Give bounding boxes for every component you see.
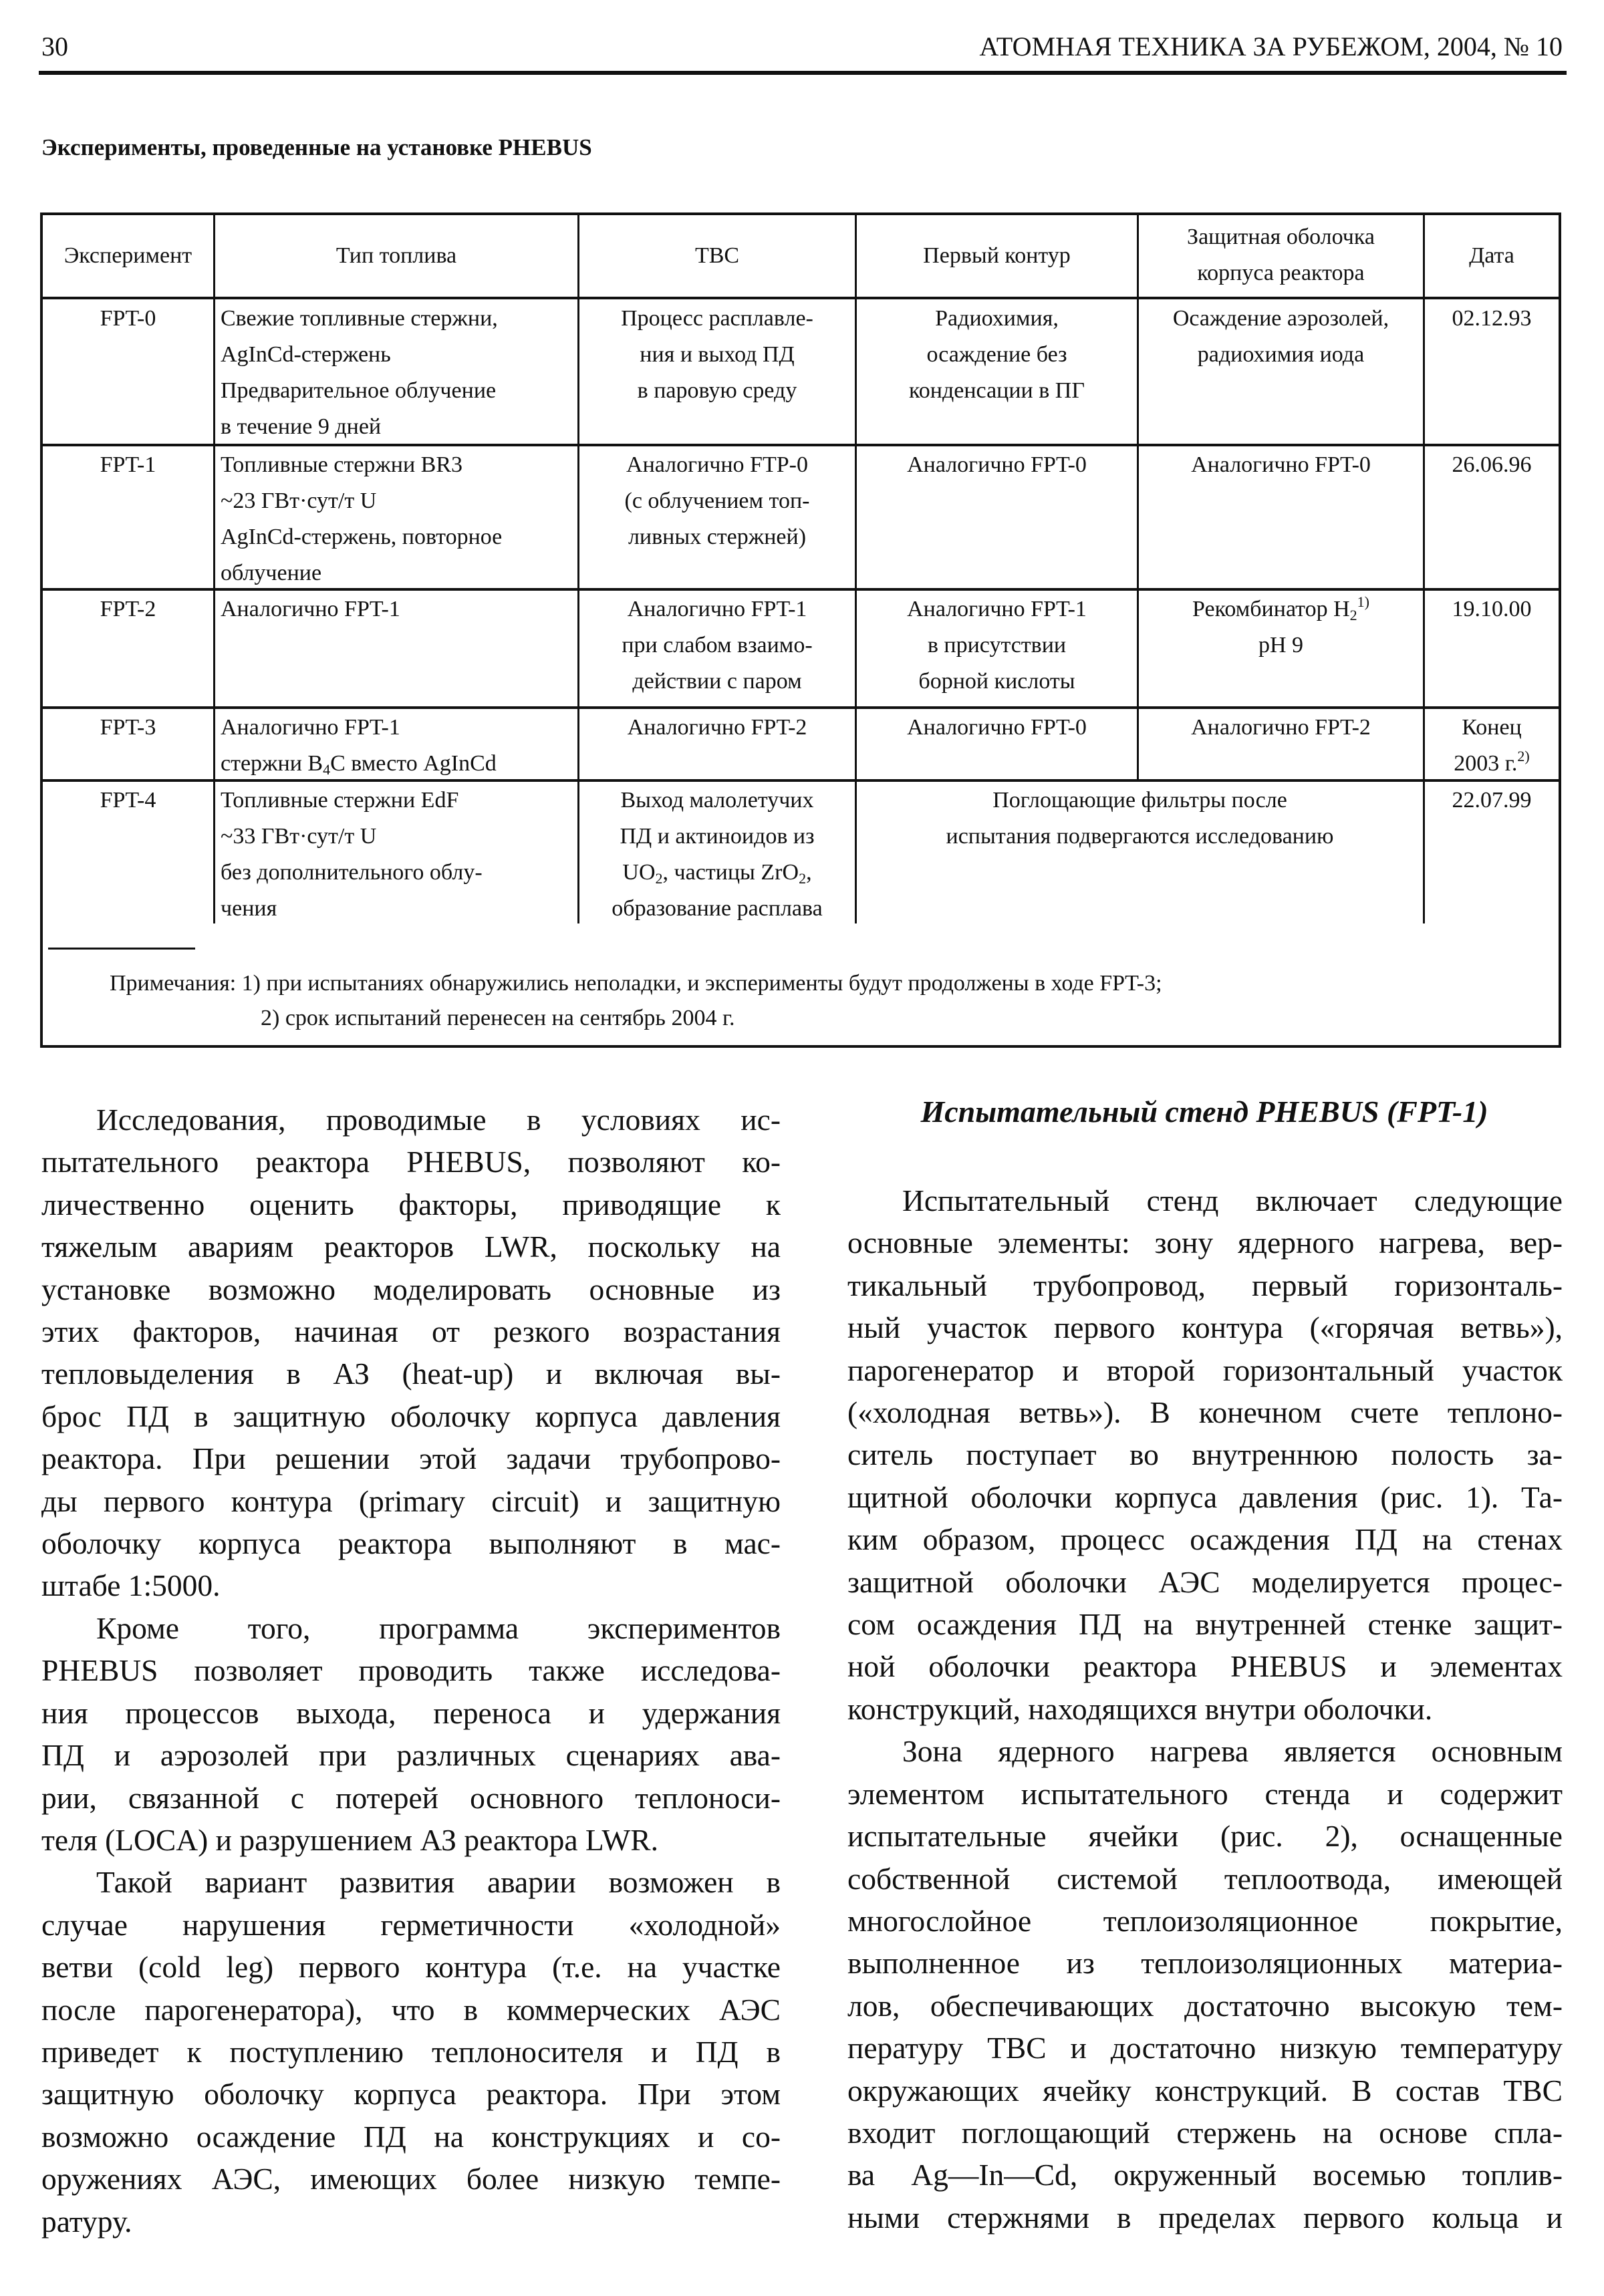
header-fuel-type: Тип топлива [336, 243, 457, 268]
header-assembly: ТВС [694, 243, 740, 268]
assembly-cell: Выход малолетучих ПД и актиноидов из $UO_2$, частицы ZrO$_2$, образование расплава [612, 788, 823, 921]
header-primary-circuit: Первый контур [923, 243, 1071, 268]
fuel-type-cell: Аналогично FPT-1 [221, 597, 400, 621]
date-cell: 22.07.99 [1452, 788, 1532, 813]
journal-title: АТОМНАЯ ТЕХНИКА ЗА РУБЕЖОМ, 2004, № 10 [979, 31, 1563, 61]
containment-cell: Рекомбинатор $H_2^{1)}$ pH 9 [1192, 593, 1369, 658]
row-divider [43, 706, 1559, 709]
primary-containment-merged-cell: Поглощающие фильтры после испытания подвергаются исследованию [946, 788, 1334, 849]
header-date: Дата [1469, 243, 1514, 268]
fuel-type-cell: Свежие топливные стержни, AgInCd-стержень Предварительное облучение в течение 9 дней [221, 306, 498, 439]
page-number: 30 [41, 31, 68, 61]
experiments-table [40, 212, 1561, 1048]
fuel-type-cell: Топливные стержни EdF ~33 ГВт·сут/т U без дополнительного облу- чения [221, 788, 483, 921]
paragraph: Кроме того, программа экспериментов PHEBUS позволяет проводить также исследова- ния процессов выхода, переноса и удержания ПД и аэрозолей при различных сценариях ава- рии, связанной с потерей основного теплоноси- теля (LOCA) и разрушением АЗ реактора LWR. [41, 1610, 781, 1857]
date-cell: 19.10.00 [1452, 597, 1532, 621]
assembly-cell: Процесс расплавле- ния и выход ПД в паровую среду [621, 306, 813, 403]
header-experiment: Эксперимент [63, 243, 192, 268]
date-cell: 02.12.93 [1452, 306, 1532, 331]
table-row [43, 447, 213, 483]
paragraph: Исследования, проводимые в условиях ис- пытательного реактора PHEBUS, позволяют ко- личественно оценить факторы, приводящие к тяжелым авариям реакторов LWR, поскольку на установке возможно моделировать основные из этих факторов, начиная от резкого возрастания тепловыделения в АЗ (heat-up) и включая вы- брос ПД в защитную оболочку корпуса давления реактора. При решении этой задачи трубопрово- ды первого контура (primary circuit) и защитную оболочку корпуса реактора выполняют в мас- штабе 1:5000. [41, 1103, 781, 1603]
date-cell: Конец 2003 г.$^{2)}$ [1454, 715, 1530, 776]
experiment-id: FPT-0 [100, 306, 156, 331]
experiment-id: FPT-2 [100, 597, 156, 621]
paragraph: Испытательный стенд включает следующие основные элементы: зону ядерного нагрева, вер- тикальный трубопровод, первый горизонталь- ный участок первого контура («горячая ветвь»), парогенератор и второй горизонтальный участок («холодная ветвь»). В конечном счете теплоно- ситель поступает во внутреннюю полость за- щитной оболочки корпуса давления (рис. 1). Та- ким образом, процесс осаждения ПД на стенах защитной оболочки АЭС моделируется процес- сом осаждения ПД на внутренней стенке защит- ной оболочки реактора PHEBUS и элементах конструкций, находящихся внутри оболочки. [847, 1183, 1563, 1726]
footnote-ref: 2) [1517, 748, 1530, 764]
primary-circuit-cell: Аналогично FPT-0 [907, 715, 1087, 740]
header-rule [39, 71, 1567, 75]
paragraph: Зона ядерного нагрева является основным элементом испытательного стенда и содержит испытательные ячейки (рис. 2), оснащенные собственной системой теплоотвода, имеющей многослойное теплоизоляционное покрытие, выполненное из теплоизоляционных материа- лов, обеспечивающих достаточно высокую тем- пературу ТВС и достаточно низкую температуру окружающих ячейку конструкций. В состав ТВС входит поглощающий стержень на основе спла- ва Ag—In—Cd, окруженный восемью топлив- ными стержнями в пределах первого кольца и [847, 1734, 1563, 2235]
experiment-id: FPT-4 [100, 788, 156, 813]
paragraph: Такой вариант развития аварии возможен в случае нарушения герметичности «холодной» ветви (cold leg) первого контура (т.е. на участке после парогенератора), что в коммерческих АЭС приведет к поступлению теплоносителя и ПД в защитную оболочку корпуса реактора. При этом возможно осаждение ПД на конструкциях и со- оружениях АЭС, имеющих более низкую темпе- ратуру. [41, 1865, 781, 2239]
date-cell: 26.06.96 [1452, 452, 1532, 477]
table-note-2: 2) срок испытаний перенесен на сентябрь 2004 г. [261, 1006, 735, 1030]
assembly-cell: Аналогично FPT-2 [627, 715, 807, 740]
table-row [43, 710, 213, 746]
fuel-type-cell: Аналогично FPT-1 стержни $B_4C$ вместо AgInCd [221, 715, 497, 778]
footnote-ref: 1) [1357, 593, 1369, 610]
header-containment: Защитная оболочка корпуса реактора [1187, 225, 1375, 285]
primary-circuit-cell: Аналогично FPT-0 [907, 452, 1087, 477]
assembly-cell: Аналогично FPT-1 при слабом взаимо- действии с паром [622, 597, 813, 694]
experiment-id: FPT-1 [100, 452, 156, 477]
primary-circuit-cell: Аналогично FPT-1 в присутствии борной кислоты [907, 597, 1087, 694]
table-title: Эксперименты, проведенные на установке PHEBUS [41, 134, 592, 160]
footnote-rule [48, 948, 195, 950]
left-column [41, 1099, 781, 2243]
assembly-cell: Аналогично FTP-0 (с облучением топ- ливных стержней) [624, 452, 810, 549]
section-heading: Испытательный стенд PHEBUS (FPT-1) [920, 1095, 1488, 1129]
table-row [43, 591, 213, 627]
table-row [43, 782, 213, 819]
containment-cell: Аналогично FPT-2 [1191, 715, 1371, 740]
experiment-id: FPT-3 [100, 715, 156, 740]
row-divider [43, 297, 1559, 299]
right-column [847, 1179, 1563, 2239]
containment-cell: Аналогично FPT-0 [1191, 452, 1371, 477]
containment-cell: Осаждение аэрозолей, радиохимия иода [1172, 306, 1389, 367]
fuel-type-cell: Топливные стержни BR3 ~23 ГВт·сут/т U AgInCd-стержень, повторное облучение [221, 452, 503, 585]
primary-circuit-cell: Радиохимия, осаждение без конденсации в ПГ [908, 306, 1085, 403]
table-note-1: Примечания: 1) при испытаниях обнаружились неполадки, и эксперименты будут продолжены в ходе FPT-3; [110, 971, 1162, 996]
table-row [43, 301, 213, 337]
